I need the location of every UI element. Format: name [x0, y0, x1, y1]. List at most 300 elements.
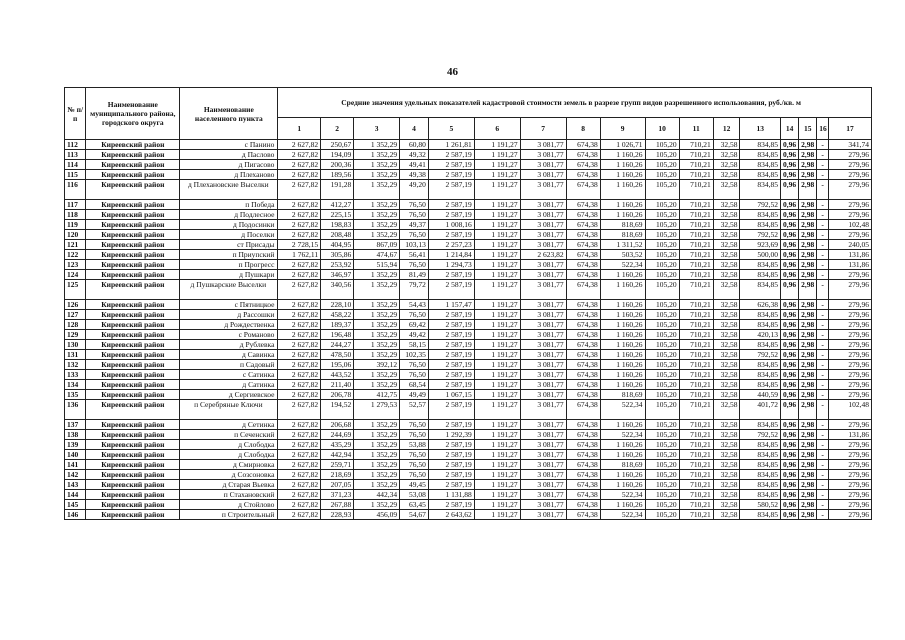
- value-group-7: 3 081,77: [520, 360, 566, 370]
- value-group-9: 1 160,26: [600, 470, 645, 480]
- settlement-name: д Поселки: [180, 230, 278, 240]
- value-group-9: 1 160,26: [600, 370, 645, 380]
- table-row: [65, 280, 872, 300]
- value-group-17: 279,96: [829, 200, 872, 210]
- header-group-16: 16: [817, 118, 829, 140]
- settlement-name: д Подосинки: [180, 220, 278, 230]
- value-group-13: 834,85: [740, 370, 781, 380]
- value-group-1: 1 762,11: [278, 250, 321, 260]
- value-group-16: -: [817, 270, 829, 280]
- value-group-11: 710,21: [679, 260, 713, 270]
- value-group-7: 3 081,77: [520, 310, 566, 320]
- value-group-14: 0,96: [781, 510, 799, 520]
- value-group-14: 0,96: [781, 340, 799, 350]
- value-group-13: 834,85: [740, 170, 781, 180]
- value-group-6: 1 191,27: [474, 440, 520, 450]
- value-group-9: 1 160,26: [600, 500, 645, 510]
- value-group-16: -: [817, 390, 829, 400]
- value-group-3: 1 352,29: [354, 380, 400, 390]
- value-group-11: 710,21: [679, 160, 713, 170]
- value-group-1: 2 627,82: [278, 170, 321, 180]
- value-group-10: 105,20: [645, 390, 679, 400]
- value-group-6: 1 191,27: [474, 270, 520, 280]
- value-group-4: 68,54: [400, 380, 429, 390]
- value-group-15: 2,98: [799, 330, 817, 340]
- district-name: Киреевский район: [86, 500, 180, 510]
- value-group-4: 102,35: [400, 350, 429, 360]
- table-row: [65, 490, 872, 500]
- value-group-7: 3 081,77: [520, 460, 566, 470]
- value-group-4: 76,50: [400, 260, 429, 270]
- settlement-name: ст Присады: [180, 240, 278, 250]
- value-group-14: 0,96: [781, 490, 799, 500]
- value-group-3: 1 352,29: [354, 180, 400, 200]
- value-group-15: 2,98: [799, 320, 817, 330]
- value-group-7: 3 081,77: [520, 140, 566, 150]
- table-row: [65, 330, 872, 340]
- value-group-5: 2 587,19: [428, 440, 474, 450]
- value-group-7: 3 081,77: [520, 490, 566, 500]
- value-group-3: 1 352,29: [354, 370, 400, 380]
- value-group-17: 102,48: [829, 220, 872, 230]
- value-group-1: 2 627,82: [278, 160, 321, 170]
- value-group-17: 279,96: [829, 360, 872, 370]
- header-group-4: 4: [400, 118, 429, 140]
- value-group-8: 674,38: [566, 460, 600, 470]
- value-group-7: 2 623,82: [520, 250, 566, 260]
- value-group-8: 674,38: [566, 170, 600, 180]
- value-group-5: 2 587,19: [428, 330, 474, 340]
- value-group-13: 834,85: [740, 270, 781, 280]
- value-group-10: 105,20: [645, 270, 679, 280]
- value-group-17: 279,96: [829, 320, 872, 330]
- value-group-4: 49,45: [400, 480, 429, 490]
- table-row: [65, 510, 872, 520]
- value-group-7: 3 081,77: [520, 300, 566, 310]
- value-group-10: 105,20: [645, 340, 679, 350]
- value-group-9: 1 160,26: [600, 350, 645, 360]
- settlement-name: д Сергиевское: [180, 390, 278, 400]
- value-group-16: -: [817, 140, 829, 150]
- value-group-9: 1 160,26: [600, 330, 645, 340]
- value-group-12: 32,58: [713, 160, 740, 170]
- value-group-1: 2 627,82: [278, 470, 321, 480]
- header-num: № п/п: [65, 88, 86, 140]
- value-group-6: 1 191,27: [474, 250, 520, 260]
- row-number: 145: [65, 500, 86, 510]
- value-group-7: 3 081,77: [520, 280, 566, 300]
- district-name: Киреевский район: [86, 490, 180, 500]
- value-group-8: 674,38: [566, 200, 600, 210]
- value-group-13: 834,85: [740, 160, 781, 170]
- value-group-12: 32,58: [713, 360, 740, 370]
- value-group-12: 32,58: [713, 370, 740, 380]
- value-group-4: 79,72: [400, 280, 429, 300]
- district-name: Киреевский район: [86, 200, 180, 210]
- district-name: Киреевский район: [86, 480, 180, 490]
- value-group-4: 54,43: [400, 300, 429, 310]
- settlement-name: д Плеханово: [180, 170, 278, 180]
- district-name: Киреевский район: [86, 510, 180, 520]
- row-number: 143: [65, 480, 86, 490]
- header-group-9: 9: [600, 118, 645, 140]
- value-group-1: 2 627,82: [278, 270, 321, 280]
- value-group-17: 279,96: [829, 390, 872, 400]
- value-group-6: 1 191,27: [474, 170, 520, 180]
- value-group-15: 2,98: [799, 400, 817, 420]
- value-group-14: 0,96: [781, 380, 799, 390]
- value-group-10: 105,20: [645, 500, 679, 510]
- value-group-4: 58,15: [400, 340, 429, 350]
- value-group-5: 2 587,19: [428, 420, 474, 430]
- value-group-10: 105,20: [645, 280, 679, 300]
- value-group-1: 2 627,82: [278, 230, 321, 240]
- row-number: 132: [65, 360, 86, 370]
- settlement-name: п Стахановский: [180, 490, 278, 500]
- value-group-9: 1 160,26: [600, 340, 645, 350]
- row-number: 144: [65, 490, 86, 500]
- value-group-7: 3 081,77: [520, 350, 566, 360]
- value-group-4: 49,42: [400, 330, 429, 340]
- value-group-14: 0,96: [781, 180, 799, 200]
- district-name: Киреевский район: [86, 210, 180, 220]
- value-group-8: 674,38: [566, 150, 600, 160]
- value-group-17: 279,96: [829, 460, 872, 470]
- value-group-13: 834,85: [740, 360, 781, 370]
- value-group-7: 3 081,77: [520, 230, 566, 240]
- value-group-12: 32,58: [713, 450, 740, 460]
- value-group-5: 1 214,84: [428, 250, 474, 260]
- value-group-15: 2,98: [799, 440, 817, 450]
- district-name: Киреевский район: [86, 390, 180, 400]
- value-group-15: 2,98: [799, 150, 817, 160]
- value-group-7: 3 081,77: [520, 470, 566, 480]
- value-group-6: 1 191,27: [474, 260, 520, 270]
- table-row: [65, 400, 872, 420]
- value-group-1: 2 627,82: [278, 450, 321, 460]
- value-group-17: 279,96: [829, 440, 872, 450]
- value-group-17: 102,48: [829, 400, 872, 420]
- value-group-2: 442,94: [321, 450, 354, 460]
- value-group-9: 1 160,26: [600, 270, 645, 280]
- district-name: Киреевский район: [86, 220, 180, 230]
- settlement-name: п Строительный: [180, 510, 278, 520]
- value-group-15: 2,98: [799, 240, 817, 250]
- value-group-12: 32,58: [713, 230, 740, 240]
- value-group-8: 674,38: [566, 210, 600, 220]
- value-group-10: 105,20: [645, 430, 679, 440]
- value-group-14: 0,96: [781, 140, 799, 150]
- value-group-12: 32,58: [713, 140, 740, 150]
- header-group-11: 11: [679, 118, 713, 140]
- row-number: 117: [65, 200, 86, 210]
- value-group-13: 834,85: [740, 280, 781, 300]
- header-group-13: 13: [740, 118, 781, 140]
- value-group-5: 1 131,88: [428, 490, 474, 500]
- value-group-8: 674,38: [566, 270, 600, 280]
- value-group-1: 2 728,15: [278, 240, 321, 250]
- value-group-5: 2 587,19: [428, 180, 474, 200]
- value-group-1: 2 627,82: [278, 350, 321, 360]
- value-group-16: -: [817, 150, 829, 160]
- value-group-4: 54,67: [400, 510, 429, 520]
- row-number: 119: [65, 220, 86, 230]
- value-group-10: 105,20: [645, 300, 679, 310]
- value-group-4: 103,13: [400, 240, 429, 250]
- row-number: 140: [65, 450, 86, 460]
- value-group-6: 1 191,27: [474, 430, 520, 440]
- value-group-11: 710,21: [679, 240, 713, 250]
- value-group-14: 0,96: [781, 150, 799, 160]
- value-group-12: 32,58: [713, 400, 740, 420]
- value-group-1: 2 627,82: [278, 370, 321, 380]
- value-group-16: -: [817, 450, 829, 460]
- value-group-9: 1 160,26: [600, 440, 645, 450]
- value-group-8: 674,38: [566, 260, 600, 270]
- value-group-16: -: [817, 170, 829, 180]
- value-group-12: 32,58: [713, 420, 740, 430]
- value-group-8: 674,38: [566, 350, 600, 360]
- value-group-9: 818,69: [600, 220, 645, 230]
- value-group-2: 194,09: [321, 150, 354, 160]
- value-group-6: 1 191,27: [474, 220, 520, 230]
- value-group-3: 1 352,29: [354, 460, 400, 470]
- value-group-13: 834,85: [740, 510, 781, 520]
- value-group-8: 674,38: [566, 450, 600, 460]
- value-group-12: 32,58: [713, 150, 740, 160]
- value-group-16: -: [817, 260, 829, 270]
- value-group-11: 710,21: [679, 500, 713, 510]
- value-group-16: -: [817, 350, 829, 360]
- value-group-8: 674,38: [566, 490, 600, 500]
- table-row: [65, 340, 872, 350]
- value-group-12: 32,58: [713, 430, 740, 440]
- value-group-6: 1 191,27: [474, 460, 520, 470]
- value-group-15: 2,98: [799, 260, 817, 270]
- value-group-2: 228,93: [321, 510, 354, 520]
- table-row: [65, 210, 872, 220]
- district-name: Киреевский район: [86, 440, 180, 450]
- value-group-14: 0,96: [781, 310, 799, 320]
- value-group-2: 206,78: [321, 390, 354, 400]
- value-group-16: -: [817, 360, 829, 370]
- value-group-2: 250,67: [321, 140, 354, 150]
- value-group-12: 32,58: [713, 310, 740, 320]
- value-group-14: 0,96: [781, 430, 799, 440]
- value-group-15: 2,98: [799, 370, 817, 380]
- value-group-5: 2 587,19: [428, 150, 474, 160]
- header-group-8: 8: [566, 118, 600, 140]
- value-group-15: 2,98: [799, 140, 817, 150]
- value-group-13: 834,85: [740, 260, 781, 270]
- value-group-12: 32,58: [713, 440, 740, 450]
- table-row: [65, 270, 872, 280]
- settlement-name: д Подлесное: [180, 210, 278, 220]
- value-group-13: 792,52: [740, 430, 781, 440]
- value-group-7: 3 081,77: [520, 340, 566, 350]
- value-group-10: 105,20: [645, 420, 679, 430]
- value-group-8: 674,38: [566, 420, 600, 430]
- value-group-14: 0,96: [781, 460, 799, 470]
- value-group-11: 710,21: [679, 460, 713, 470]
- value-group-13: 440,59: [740, 390, 781, 400]
- row-number: 123: [65, 260, 86, 270]
- district-name: Киреевский район: [86, 460, 180, 470]
- value-group-10: 105,20: [645, 510, 679, 520]
- value-group-3: 1 352,29: [354, 140, 400, 150]
- value-group-7: 3 081,77: [520, 320, 566, 330]
- value-group-9: 818,69: [600, 230, 645, 240]
- value-group-14: 0,96: [781, 470, 799, 480]
- value-group-7: 3 081,77: [520, 380, 566, 390]
- settlement-name: п Прогресс: [180, 260, 278, 270]
- value-group-14: 0,96: [781, 240, 799, 250]
- value-group-2: 195,06: [321, 360, 354, 370]
- value-group-12: 32,58: [713, 270, 740, 280]
- value-group-14: 0,96: [781, 200, 799, 210]
- settlement-name: д Паслово: [180, 150, 278, 160]
- value-group-10: 105,20: [645, 200, 679, 210]
- header-group-17: 17: [829, 118, 872, 140]
- row-number: 136: [65, 400, 86, 420]
- value-group-17: 131,86: [829, 430, 872, 440]
- value-group-14: 0,96: [781, 210, 799, 220]
- value-group-5: 2 587,19: [428, 270, 474, 280]
- value-group-11: 710,21: [679, 210, 713, 220]
- value-group-3: 1 352,29: [354, 200, 400, 210]
- row-number: 129: [65, 330, 86, 340]
- value-group-1: 2 627,82: [278, 360, 321, 370]
- value-group-16: -: [817, 250, 829, 260]
- value-group-7: 3 081,77: [520, 450, 566, 460]
- value-group-3: 1 352,29: [354, 170, 400, 180]
- value-group-5: 2 257,23: [428, 240, 474, 250]
- value-group-15: 2,98: [799, 450, 817, 460]
- value-group-10: 105,20: [645, 260, 679, 270]
- value-group-13: 626,38: [740, 300, 781, 310]
- value-group-15: 2,98: [799, 300, 817, 310]
- value-group-3: 1 352,29: [354, 480, 400, 490]
- value-group-15: 2,98: [799, 470, 817, 480]
- value-group-5: 1 294,73: [428, 260, 474, 270]
- table-row: [65, 260, 872, 270]
- value-group-17: 279,96: [829, 500, 872, 510]
- value-group-10: 105,20: [645, 490, 679, 500]
- value-group-4: 76,50: [400, 210, 429, 220]
- value-group-13: 834,85: [740, 310, 781, 320]
- value-group-3: 1 352,29: [354, 150, 400, 160]
- value-group-4: 49,41: [400, 160, 429, 170]
- value-group-11: 710,21: [679, 300, 713, 310]
- value-group-3: 1 352,29: [354, 280, 400, 300]
- value-group-13: 834,85: [740, 140, 781, 150]
- value-group-10: 105,20: [645, 230, 679, 240]
- value-group-14: 0,96: [781, 330, 799, 340]
- value-group-13: 834,85: [740, 150, 781, 160]
- value-group-10: 105,20: [645, 380, 679, 390]
- district-name: Киреевский район: [86, 360, 180, 370]
- value-group-3: 1 352,29: [354, 340, 400, 350]
- value-group-7: 3 081,77: [520, 160, 566, 170]
- value-group-6: 1 191,27: [474, 140, 520, 150]
- value-group-10: 105,20: [645, 210, 679, 220]
- value-group-11: 710,21: [679, 200, 713, 210]
- value-group-1: 2 627,82: [278, 260, 321, 270]
- value-group-17: 279,96: [829, 160, 872, 170]
- value-group-16: -: [817, 420, 829, 430]
- value-group-6: 1 191,27: [474, 400, 520, 420]
- value-group-6: 1 191,27: [474, 160, 520, 170]
- value-group-7: 3 081,77: [520, 400, 566, 420]
- district-name: Киреевский район: [86, 400, 180, 420]
- value-group-11: 710,21: [679, 150, 713, 160]
- value-group-9: 1 160,26: [600, 150, 645, 160]
- value-group-1: 2 627,82: [278, 280, 321, 300]
- value-group-15: 2,98: [799, 490, 817, 500]
- value-group-12: 32,58: [713, 510, 740, 520]
- header-group-10: 10: [645, 118, 679, 140]
- value-group-17: 279,96: [829, 210, 872, 220]
- value-group-4: 76,50: [400, 310, 429, 320]
- value-group-15: 2,98: [799, 160, 817, 170]
- value-group-13: 420,13: [740, 330, 781, 340]
- value-group-17: 279,96: [829, 270, 872, 280]
- value-group-10: 105,20: [645, 400, 679, 420]
- value-group-12: 32,58: [713, 470, 740, 480]
- value-group-17: 279,96: [829, 510, 872, 520]
- value-group-12: 32,58: [713, 320, 740, 330]
- value-group-13: 792,52: [740, 350, 781, 360]
- value-group-9: 1 160,26: [600, 160, 645, 170]
- value-group-4: 76,50: [400, 230, 429, 240]
- settlement-name: д Слободка: [180, 450, 278, 460]
- value-group-2: 194,52: [321, 400, 354, 420]
- value-group-17: 279,96: [829, 300, 872, 310]
- settlement-name: д Старая Вьевка: [180, 480, 278, 490]
- table-row: [65, 350, 872, 360]
- value-group-5: 2 587,19: [428, 470, 474, 480]
- district-name: Киреевский район: [86, 140, 180, 150]
- value-group-11: 710,21: [679, 480, 713, 490]
- table-row: [65, 370, 872, 380]
- value-group-7: 3 081,77: [520, 170, 566, 180]
- value-group-7: 3 081,77: [520, 440, 566, 450]
- value-group-9: 1 026,71: [600, 140, 645, 150]
- value-group-16: -: [817, 330, 829, 340]
- value-group-12: 32,58: [713, 180, 740, 200]
- value-group-6: 1 191,27: [474, 240, 520, 250]
- value-group-17: 279,96: [829, 180, 872, 200]
- value-group-8: 674,38: [566, 160, 600, 170]
- value-group-4: 76,50: [400, 200, 429, 210]
- value-group-8: 674,38: [566, 240, 600, 250]
- value-group-10: 105,20: [645, 470, 679, 480]
- value-group-12: 32,58: [713, 460, 740, 470]
- value-group-2: 404,95: [321, 240, 354, 250]
- value-group-3: 1 352,29: [354, 430, 400, 440]
- value-group-2: 211,40: [321, 380, 354, 390]
- value-group-4: 81,49: [400, 270, 429, 280]
- header-group-7: 7: [520, 118, 566, 140]
- value-group-12: 32,58: [713, 260, 740, 270]
- value-group-3: 1 352,29: [354, 420, 400, 430]
- value-group-8: 674,38: [566, 470, 600, 480]
- settlement-name: д Сатинка: [180, 380, 278, 390]
- value-group-17: 279,96: [829, 370, 872, 380]
- value-group-4: 76,50: [400, 430, 429, 440]
- table-row: [65, 310, 872, 320]
- settlement-name: п Победа: [180, 200, 278, 210]
